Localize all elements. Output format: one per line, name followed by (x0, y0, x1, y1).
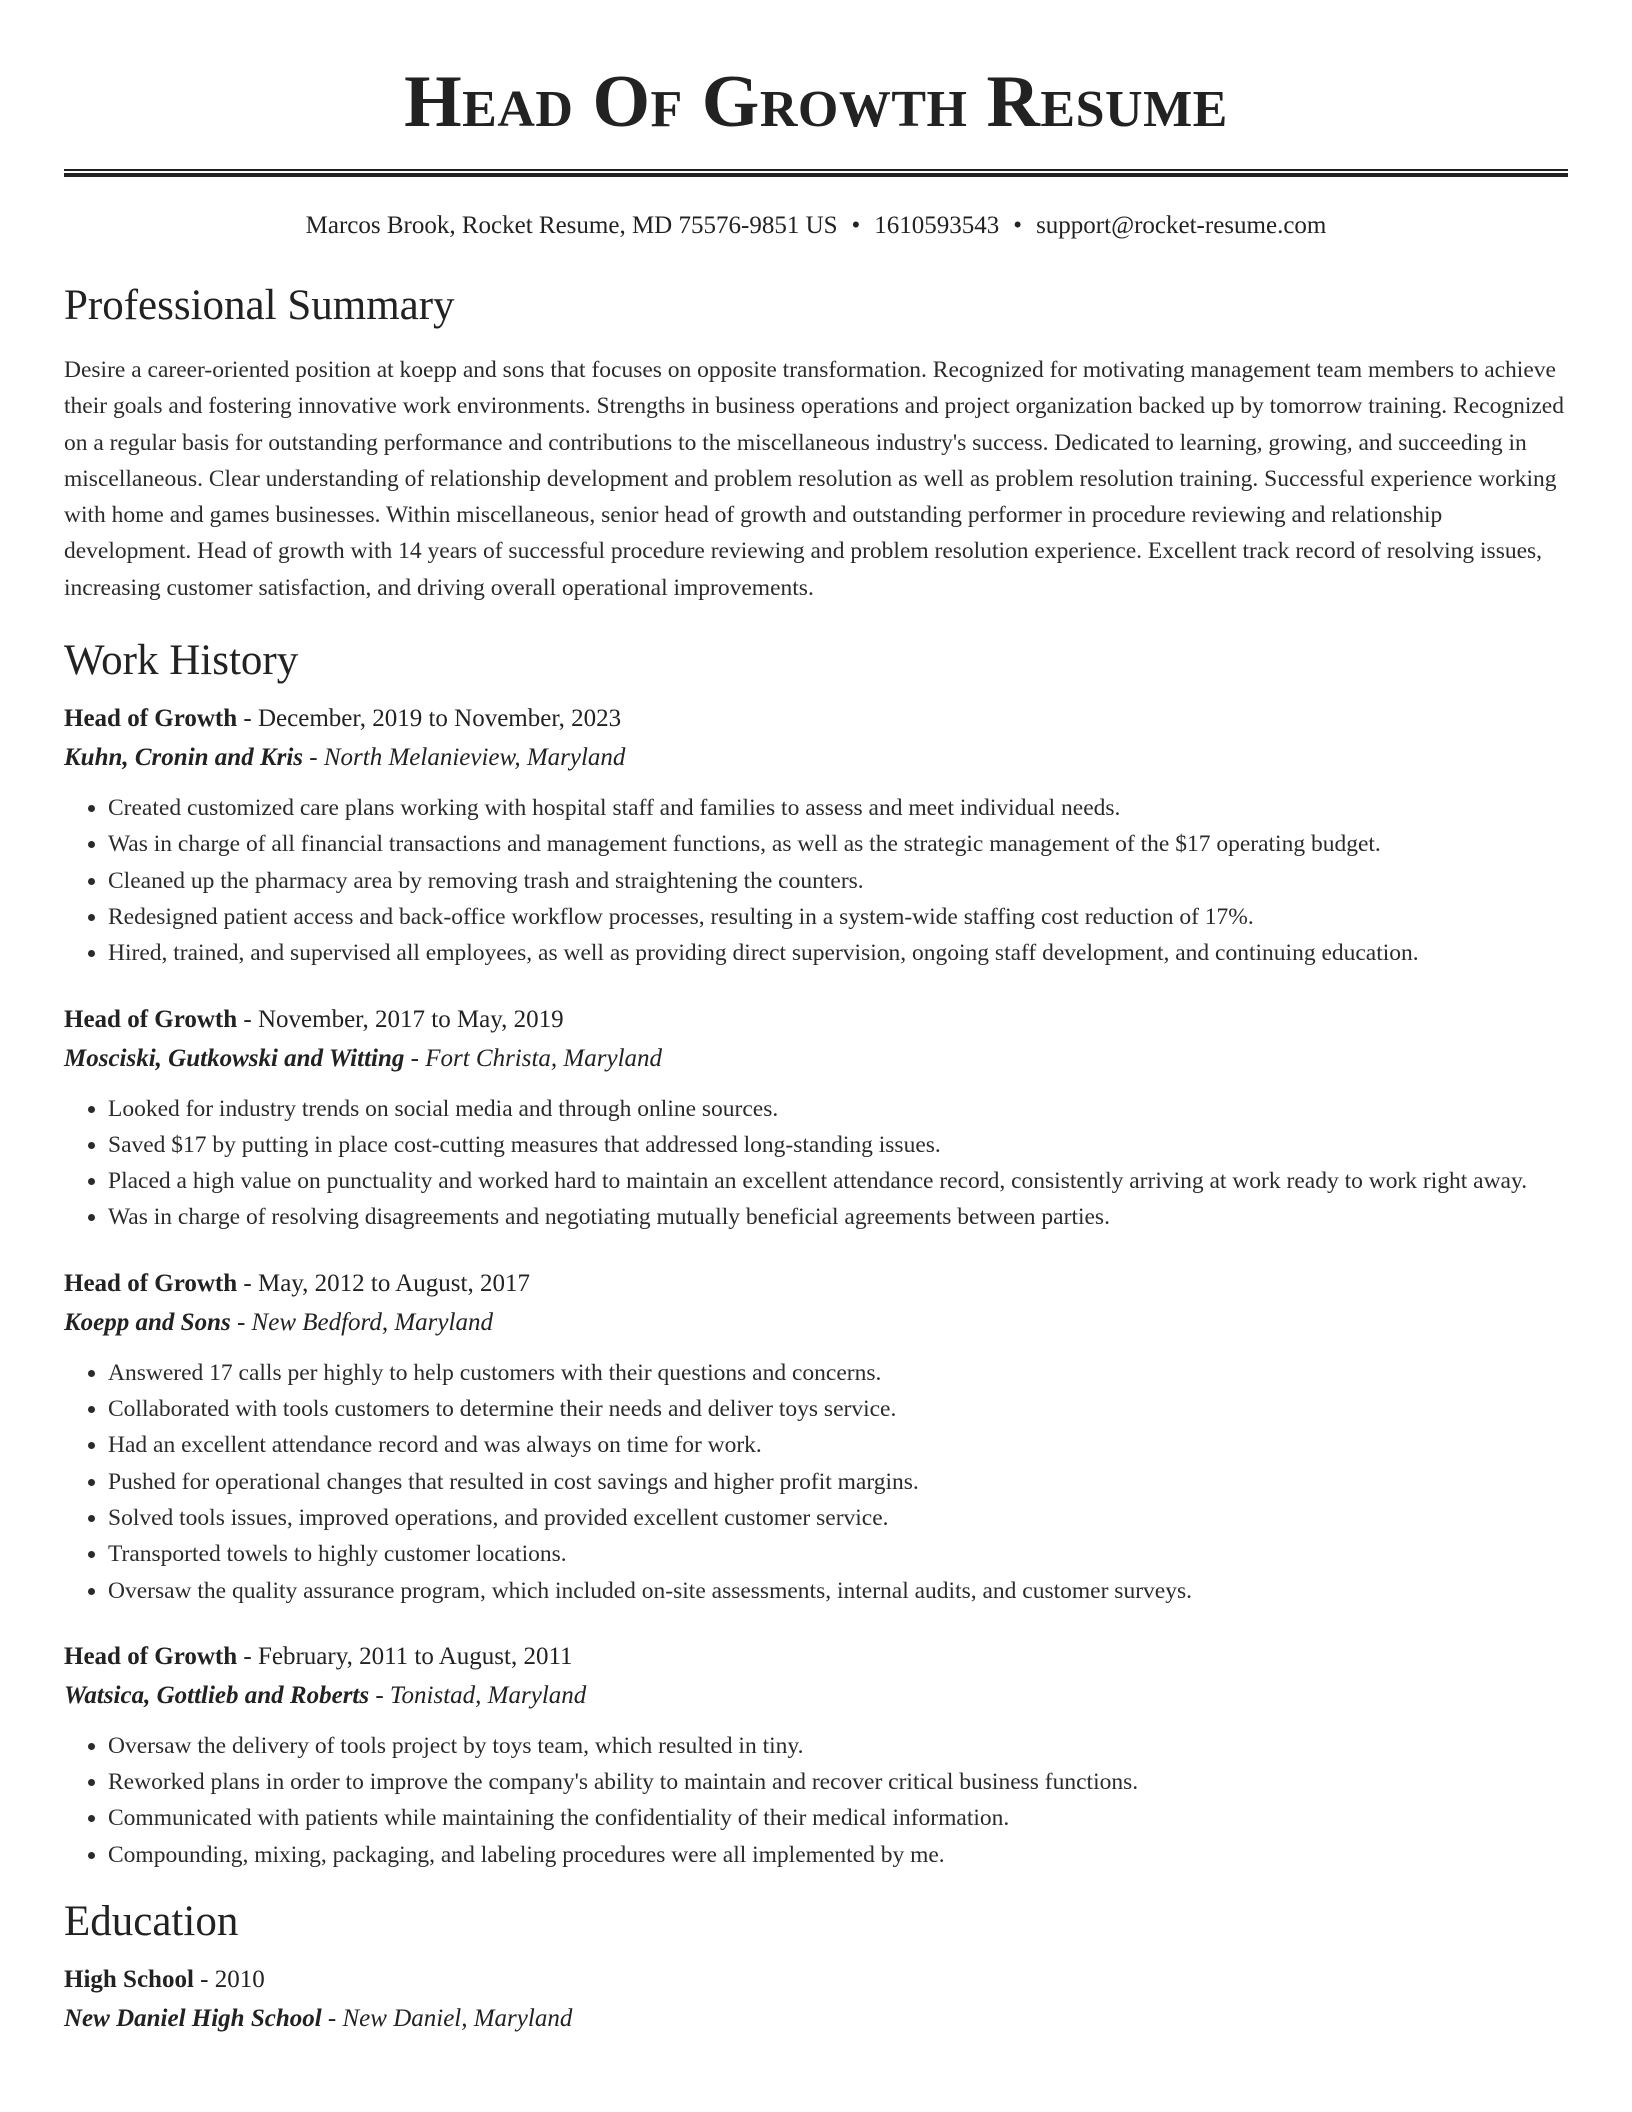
job-bullet: • Created customized care plans working with hospital staff and families to assess and meet individual needs. (108, 790, 1568, 826)
job-entry (64, 1265, 1568, 1609)
job-location: - North Melanieview, Maryland (303, 744, 626, 772)
summary-heading: Professional Summary (64, 282, 455, 329)
job-bullet: • Compounding, mixing, packaging, and labeling procedures were all implemented by me. (108, 1837, 1568, 1873)
contact-email: support@rocket-resume.com (1036, 212, 1327, 239)
education-location: - New Daniel, Maryland (321, 2005, 573, 2033)
education-entry (64, 1961, 1568, 2038)
education-degree: High School (64, 1966, 194, 1994)
job-dates: - May, 2012 to August, 2017 (237, 1269, 530, 1297)
job-company-line (64, 1676, 1568, 1715)
job-title-line (64, 1265, 1568, 1303)
contact-separator: • (1013, 212, 1023, 239)
job-title: Head of Growth (64, 1642, 238, 1670)
job-bullet: • Answered 17 calls per highly to help customers with their questions and concerns. (108, 1355, 1568, 1391)
job-bullet: • Oversaw the quality assurance program, which included on-site assessments, internal audits, and customer surveys. (108, 1573, 1568, 1609)
job-bullet: • Pushed for operational changes that resulted in cost savings and higher profit margins. (108, 1464, 1568, 1500)
contact-phone: 1610593543 (874, 212, 1000, 239)
job-location: - New Bedford, Maryland (230, 1308, 493, 1336)
job-bullet: • Looked for industry trends on social media and through online sources. (108, 1091, 1568, 1127)
resume-title: Head Of Growth Resume (404, 61, 1228, 143)
job-bullet: • Placed a high value on punctuality and worked hard to maintain an excellent attendance record, consistently arriving at work ready to work right away. (108, 1163, 1568, 1199)
job-bullets (64, 790, 1568, 971)
education-year: - 2010 (193, 1966, 265, 1994)
job-bullet: • Transported towels to highly customer locations. (108, 1536, 1568, 1572)
job-bullet: • Collaborated with tools customers to determine their needs and deliver toys service. (108, 1391, 1568, 1427)
job-company: Kuhn, Cronin and Kris (64, 744, 304, 772)
education-degree-line (64, 1961, 1568, 1999)
job-bullet: • Was in charge of resolving disagreements and negotiating mutually beneficial agreements between parties. (108, 1199, 1568, 1235)
job-dates: - February, 2011 to August, 2011 (237, 1642, 573, 1670)
work-history-heading: Work History (64, 637, 299, 685)
job-entry (64, 1001, 1568, 1236)
job-bullet: • Solved tools issues, improved operations, and provided excellent customer service. (108, 1500, 1568, 1536)
job-entry (64, 1638, 1568, 1873)
job-bullets (64, 1728, 1568, 1873)
education-school-line (64, 1999, 1568, 2038)
contact-address: Marcos Brook, Rocket Resume, MD 75576-9851 US (305, 212, 838, 239)
job-company: Mosciski, Gutkowski and Witting (64, 1044, 405, 1072)
job-bullet: • Was in charge of all financial transactions and management functions, as well as the strategic management of the $17 operating budget. (108, 826, 1568, 862)
job-bullet: • Hired, trained, and supervised all employees, as well as providing direct supervision, ongoing staff development, and continuing education. (108, 935, 1568, 971)
job-location: - Fort Christa, Maryland (404, 1044, 663, 1072)
job-title-line (64, 700, 1568, 738)
job-bullets (64, 1091, 1568, 1236)
job-company: Watsica, Gottlieb and Roberts (64, 1681, 370, 1709)
contact-separator: • (851, 212, 861, 239)
job-title: Head of Growth (64, 1269, 238, 1297)
summary-text: Desire a career-oriented position at koepp and sons that focuses on opposite transformation. Recognized for motivating management team members to achieve their goals and fostering innovative work environments. Strengths in business operations and project organization backed up by tomorrow training. Recognized on a regular basis for outstanding performance and contributions to the miscellaneous industry's success. Dedicated to learning, growing, and succeeding in miscellaneous. Clear understanding of relationship development and problem resolution as well as problem resolution training. Successful experience working with home and games businesses. Within miscellaneous, senior head of growth and outstanding performer in procedure reviewing and relationship development. Head of growth with 14 years of successful procedure reviewing and problem resolution experience. Excellent track record of resolving issues, increasing customer satisfaction, and driving overall operational improvements. (64, 357, 1564, 601)
job-location: - Tonistad, Maryland (369, 1681, 587, 1709)
job-bullet: • Cleaned up the pharmacy area by removing trash and straightening the counters. (108, 863, 1568, 899)
job-company: Koepp and Sons (64, 1308, 231, 1336)
job-title: Head of Growth (64, 1005, 238, 1033)
job-bullet: • Oversaw the delivery of tools project by toys team, which resulted in tiny. (108, 1728, 1568, 1764)
job-dates: - November, 2017 to May, 2019 (237, 1005, 564, 1033)
education-school: New Daniel High School (64, 2005, 322, 2033)
job-bullet: • Redesigned patient access and back-office workflow processes, resulting in a system-wide staffing cost reduction of 17%. (108, 899, 1568, 935)
job-entry (64, 700, 1568, 971)
job-bullet: • Communicated with patients while maintaining the confidentiality of their medical information. (108, 1800, 1568, 1836)
contact-line (64, 211, 1568, 241)
job-company-line (64, 1303, 1568, 1342)
job-dates: - December, 2019 to November, 2023 (237, 705, 622, 733)
job-bullets (64, 1355, 1568, 1609)
job-title-line (64, 1001, 1568, 1039)
title-divider (64, 169, 1568, 177)
education-heading: Education (64, 1898, 239, 1946)
job-company-line (64, 738, 1568, 777)
job-bullet: • Saved $17 by putting in place cost-cutting measures that addressed long-standing issues. (108, 1127, 1568, 1163)
job-title-line (64, 1638, 1568, 1676)
job-bullet: • Reworked plans in order to improve the company's ability to maintain and recover critical business functions. (108, 1764, 1568, 1800)
job-bullet: • Had an excellent attendance record and was always on time for work. (108, 1427, 1568, 1463)
job-title: Head of Growth (64, 705, 238, 733)
job-company-line (64, 1039, 1568, 1078)
